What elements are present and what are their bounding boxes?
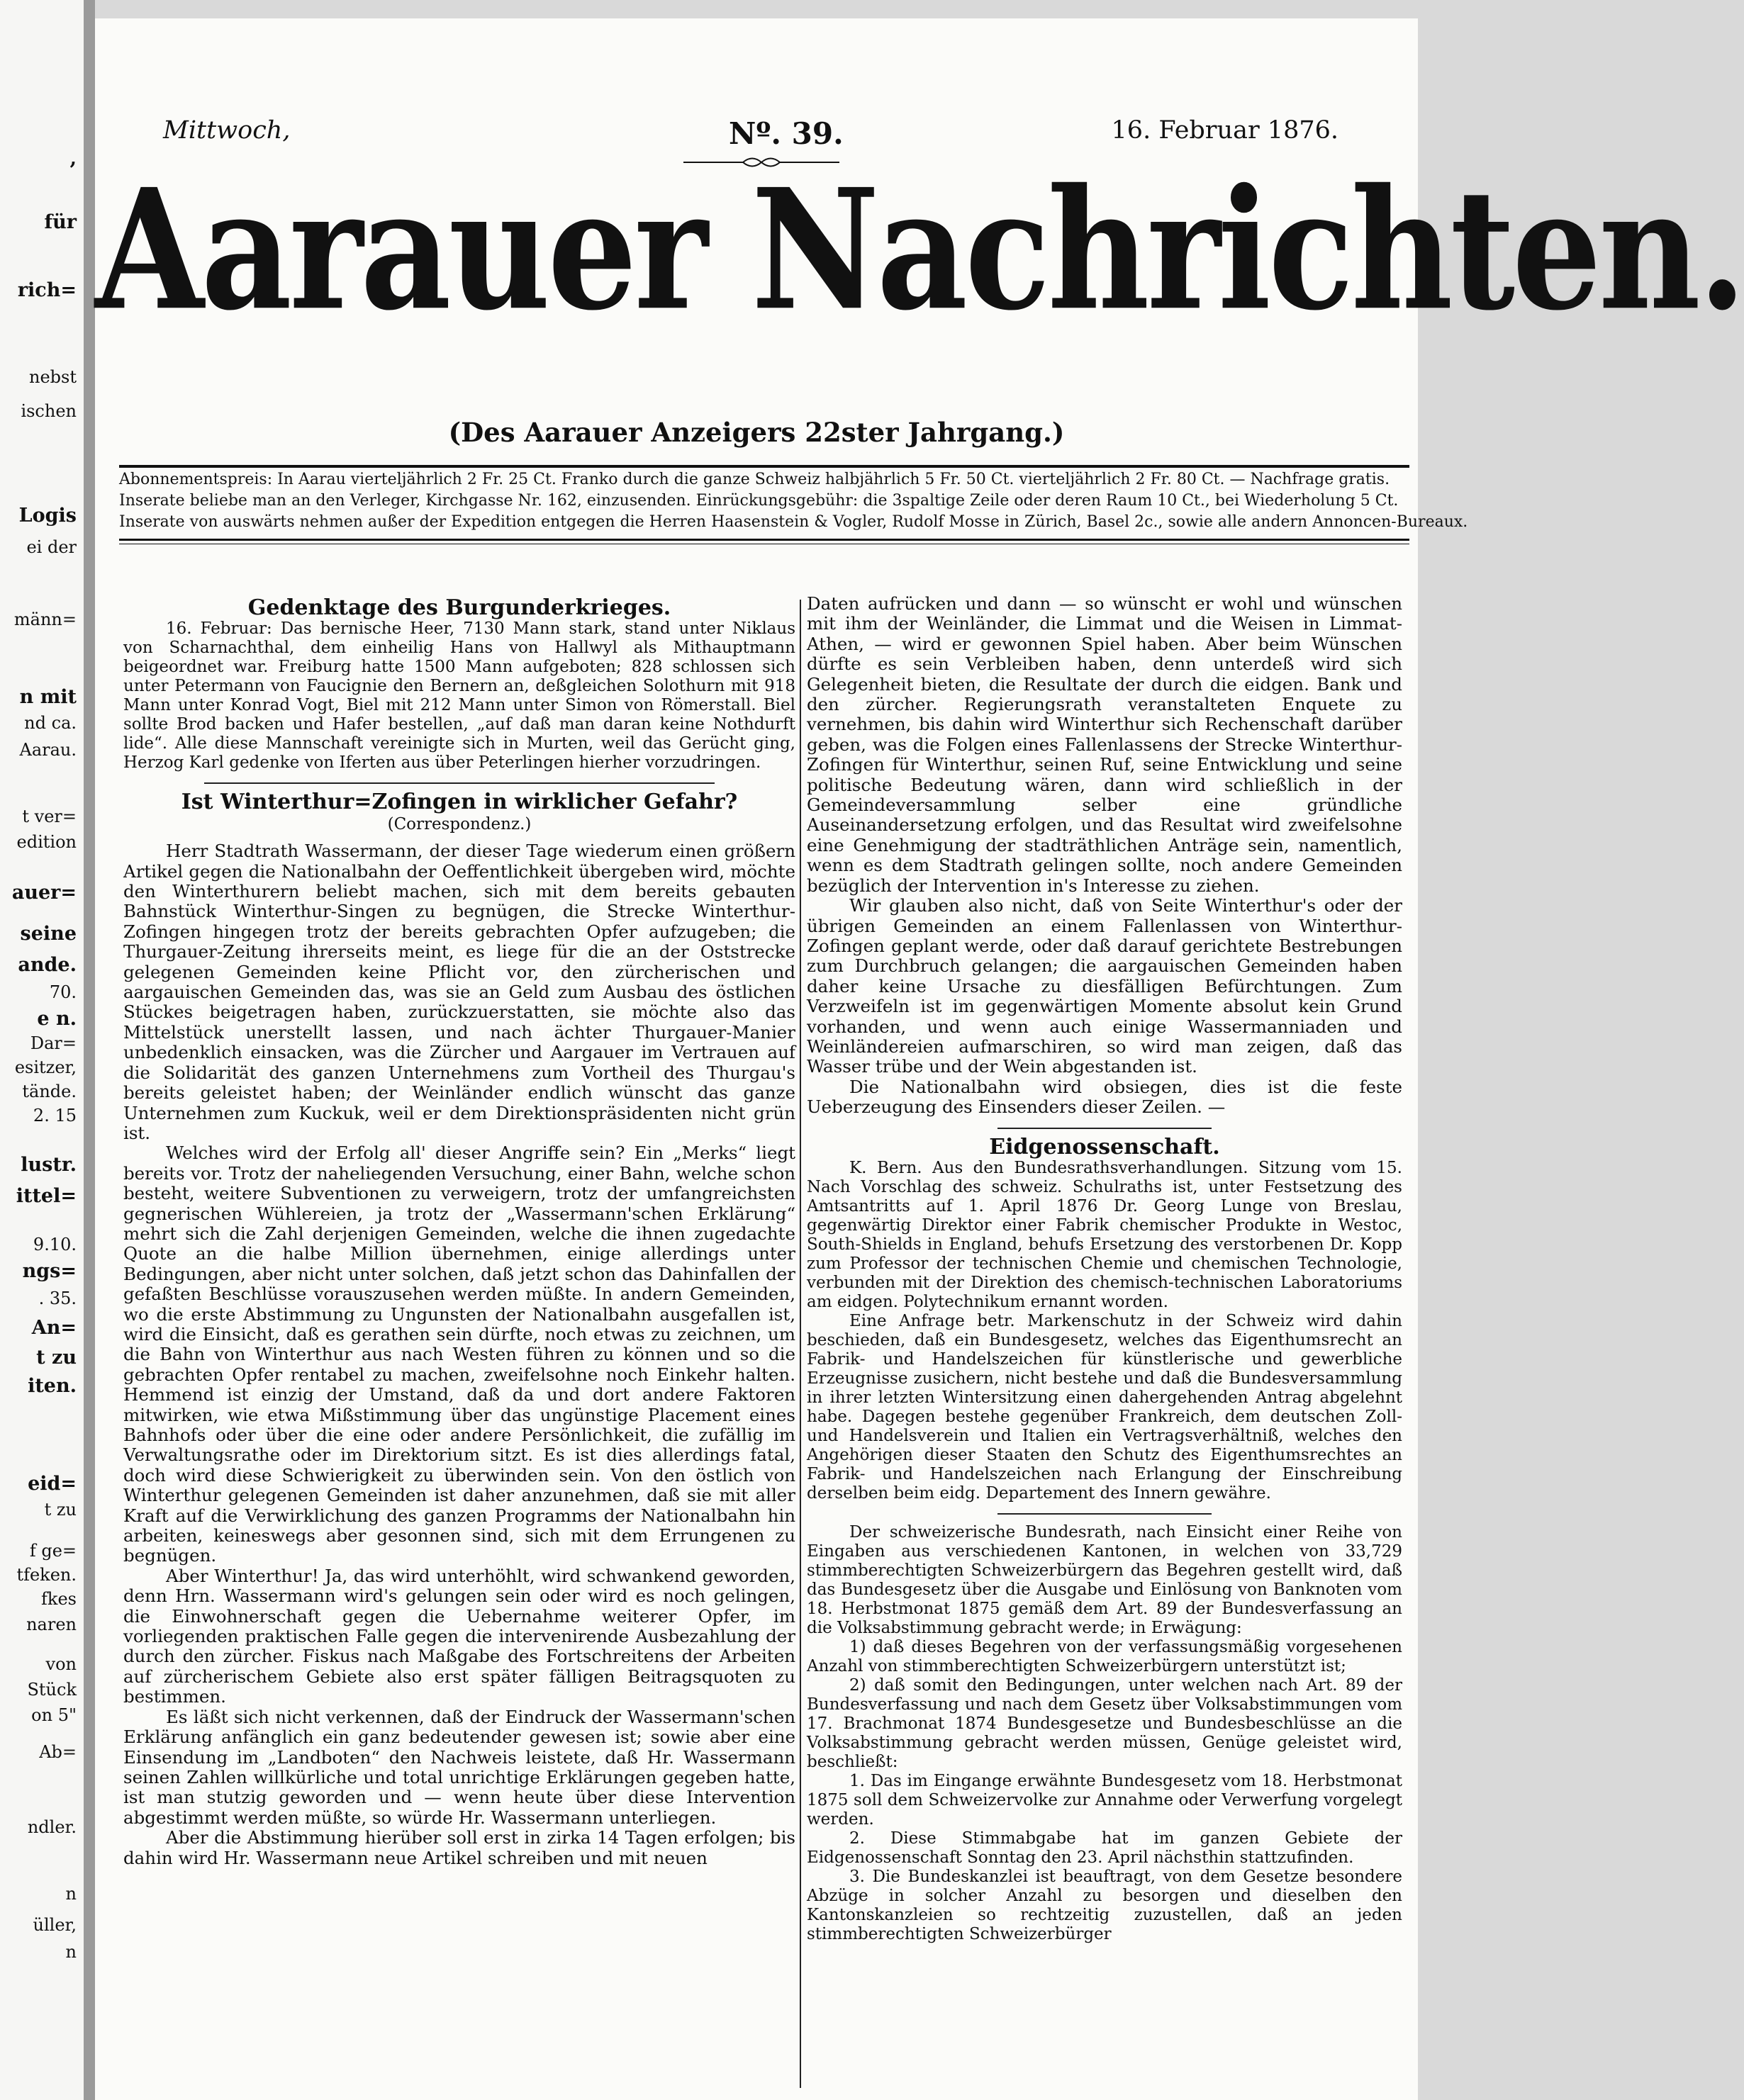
previous-page-fragment: . 35. — [38, 1288, 77, 1308]
column-divider — [800, 600, 801, 2088]
paragraph: 1. Das im Eingange erwähnte Bundesgesetz vom 18. Herbstmonat 1875 soll dem Schweizervolke zur Annahme oder Verwerfung vorgelegt werden. — [807, 1771, 1402, 1829]
previous-page-fragment: , — [69, 147, 77, 169]
previous-page-fragment: für — [44, 211, 77, 233]
article-separator — [997, 1128, 1212, 1129]
previous-page-fragment: Ab= — [39, 1742, 77, 1762]
previous-page-fragment: t zu — [36, 1347, 77, 1369]
previous-page-fragment: t zu — [44, 1500, 77, 1520]
previous-page-fragment: e n. — [37, 1008, 77, 1030]
paragraph: Der schweizerische Bundesrath, nach Einsicht einer Reihe von Eingaben aus verschiedenen Kantonen, in welchen von 33,729 stimmberechtigten Schweizerbürgern das Begehren gestellt wird, daß das Bundesgesetz über die Ausgabe und Einlösung von Banknoten vom 18. Herbstmonat 1875 gemäß dem Art. 89 der Bundesverfassung an die Volksabstimmung gebracht werde; in Erwägung: — [807, 1522, 1402, 1637]
previous-page-fragment: lustr. — [21, 1154, 77, 1176]
previous-page-fragment: ngs= — [22, 1260, 77, 1282]
previous-page-fragment: iten. — [28, 1375, 77, 1397]
paragraph: Wir glauben also nicht, daß von Seite Winterthur's oder der übrigen Gemeinden an einem Fallenlassen von Winterthur-Zofingen geplant werde, oder daß darauf gerichtete Bestrebungen zum Durchbruch gelangen; die aargauischen Gemeinden haben daher keine Ursache zu diesfälligen Befürchtungen. Zum Verzweifeln ist im gegenwärtigen Momente absolut kein Grund vorhanden, und wenn auch einige Wassermanniaden und Weinländereien aufmarschiren, so wird man zeigen, daß das Wasser trübe und der Wein abgestanden ist. — [807, 895, 1402, 1077]
previous-page-fragment: nd ca. — [24, 713, 77, 733]
paragraph: 2. Diese Stimmabgabe hat im ganzen Gebiete der Eidgenossenschaft Sonntag den 23. April nächsthin stattzufinden. — [807, 1829, 1402, 1867]
paragraph: 2) daß somit den Bedingungen, unter welchen nach Art. 89 der Bundesverfassung und nach dem Gesetz über Volksabstimmungen vom 17. Brachmonat 1874 Bundesgesetze und Bundesbeschlüsse an die Volksabstimmung gebracht werden müssen, Genüge geleistet wird, beschließt: — [807, 1675, 1402, 1771]
previous-page-fragment: esitzer, — [14, 1057, 77, 1077]
heading-eidgenossenschaft: Eidgenossenschaft. — [989, 1134, 1220, 1160]
previous-page-fragment: von — [45, 1654, 77, 1674]
previous-page-fragment: 9.10. — [33, 1235, 77, 1254]
previous-page-fragment: auer= — [11, 882, 77, 904]
previous-page-fragment: An= — [31, 1317, 77, 1339]
paragraph: Aber Winterthur! Ja, das wird unterhöhlt, wird schwankend geworden, denn Hrn. Wassermann wird's gelungen sein oder wird es noch gelingen, die Einwohnerschaft gegen die Uebernahme weiterer Opfer, im vorliegenden praktischen Falle gegen die intervenirende Ausbezahlung der durch den zürcher. Fiskus nach Maßgabe des Fortschreitens der Arbeiten auf zürcherischem Gebiete also erst später fälligen Beitragsquoten zu bestimmen. — [123, 1565, 795, 1707]
previous-page-fragment: edition — [16, 832, 77, 852]
previous-page-fragment: ndler. — [27, 1817, 77, 1837]
previous-page-fragment: nebst — [29, 367, 77, 387]
article-separator — [204, 782, 715, 784]
previous-page-fragment: ande. — [18, 954, 77, 976]
previous-page-fragment: tfeken. — [16, 1565, 77, 1585]
newspaper-page — [95, 18, 1744, 2100]
advertising-info: Inserate beliebe man an den Verleger, Kirchgasse Nr. 162, einzusenden. Einrückungsgebühr: die 3spaltige Zeile oder deren Raum 10 Ct., bei Wiederholung 5 Ct. — [119, 492, 1399, 510]
paragraph: Aber die Abstimmung hierüber soll erst in zirka 14 Tagen erfolgen; bis dahin wird Hr. Wassermann neue Artikel schreiben und mit neuen — [123, 1827, 795, 1868]
paragraph: Eine Anfrage betr. Markenschutz in der Schweiz wird dahin beschieden, daß ein Bundesgesetz, welches das Eigenthumsrecht an Fabrik- und Handelszeichen für künstlerische und gewerbliche Erzeugnisse zusichern, nicht bestehe und daß die Bundesversammlung in ihrer letzten Wintersitzung einen dahergehenden Antrag abgelehnt habe. Dagegen bestehe gegenüber Frankreich, dem deutschen Zoll- und Handelsverein und Italien ein Vertragsverhältniß, welches den Angehörigen dieser Staaten den Schutz des Eigenthumsrechtes an Fabrik- und Handelszeichen nach Erlangung der Einschreibung derselben beim eidg. Departement des Innern gewähre. — [807, 1311, 1402, 1503]
paragraph: Welches wird der Erfolg all' dieser Angriffe sein? Ein „Merks“ liegt bereits vor. Trotz der naheliegenden Versuchung, einer Bahn, welche schon besteht, weitere Subventionen zu verweigern, trotz der umfangreichsten gegnerischen Wühlereien, ja trotz der „Wassermann'schen Erklärung“ mehrt sich die Zahl derjenigen Gemeinden, welche die ihnen zugedachte Quote an die halbe Million übernehmen, einige allerdings unter Bedingungen, aber nicht unter solchen, daß jetzt schon das Dahinfallen der gefaßten Beschlüsse vorauszusehen werden müßte. In andern Gemeinden, wo die erste Abstimmung zu Ungunsten der Nationalbahn ausgefallen ist, wird die Einsicht, daß es gerathen sein dürfte, noch etwas zu zeichnen, um die Bahn von Winterthur aus nach Westen führen zu können und so die gebrachten Opfer rentabel zu machen, zweifelsohne noch Einkehr halten. Hemmend ist einzig der Umstand, daß da und dort andere Faktoren mitwirken, wie etwa Mißstimmung über das ungünstige Placement eines Bahnhofs oder über die eine oder andere Persönlichkeit, die zufällig im Verwaltungsrathe oder im Direktorium sitzt. Es ist dies allerdings fatal, doch wird diese Schwierigkeit zu überwinden sein. Von den östlich von Winterthur gelegenen Gemeinden ist daher anzunehmen, daß sie mit aller Kraft auf die Verwirklichung des ganzen Programms der Nationalbahn hin arbeiten, keineswegs aber gesonnen sind, sich mit dem Errungenen zu begnügen. — [123, 1142, 795, 1566]
heading-burgunderkrieg: Gedenktage des Burgunderkrieges. — [247, 595, 671, 620]
correspondence-label: (Correspondenz.) — [387, 814, 532, 833]
previous-page-fragment: seine — [20, 923, 77, 945]
heading-winterthur-zofingen: Ist Winterthur=Zofingen in wirklicher Gefahr? — [181, 790, 738, 815]
paragraph: 3. Die Bundeskanzlei ist beauftragt, von dem Gesetze besondere Abzüge in solcher Anzahl zu besorgen und dieselben den Kantonskanzleien so rechtzeitig zuzustellen, daß an jeden stimmberechtigten Schweizerbürger — [807, 1867, 1402, 1943]
masthead-title: Aarauer Nachrichten. — [95, 152, 1744, 347]
masthead-subtitle: (Des Aarauer Anzeigers 22ster Jahrgang.) — [448, 417, 1065, 448]
top-rule — [119, 465, 1409, 468]
issue-number: Nº. 39. — [729, 116, 844, 151]
paragraph: Daten aufrücken und dann — so wünscht er wohl und wünschen mit ihm der Weinländer, die Limmat und die Weisen in Limmat-Athen, — wird er gewonnen Spiel haben. Aber beim Wünschen dürfte es sein Verbleiben haben, denn unterdeß wird sich Gelegenheit bieten, die Resultate der durch die eidgen. Bank und den zürcher. Regierungsrath veranstalteten Enquete zu vernehmen, bis dahin wird Winterthur sich Rechenschaft darüber geben, was die Folgen eines Fallenlassens der Strecke Winterthur-Zofingen für Winterthur, seinen Ruf, seine Entwicklung und seine politische Bedeutung wären, dann wird schließlich in der Gemeindeversammlung selber eine gründliche Auseinandersetzung erfolgen, und das Resultat wird zweifelsohne eine Genehmigung der stadträthlichen Anträge sein, namentlich, wenn es dem Stadtrath gelingen sollte, noch andere Gemeinden bezüglich der Intervention in's Interesse zu ziehen. — [807, 593, 1402, 896]
previous-page-strip — [0, 0, 84, 2100]
previous-page-fragment: ei der — [26, 537, 77, 557]
previous-page-fragment: Aarau. — [19, 740, 77, 760]
previous-page-fragment: Stück — [27, 1680, 77, 1700]
previous-page-fragment: n mit — [19, 686, 77, 708]
previous-page-fragment: ittel= — [16, 1185, 77, 1207]
article-separator — [997, 1513, 1212, 1515]
paragraph: 1) daß dieses Begehren von der verfassungsmäßig vorgesehenen Anzahl von stimmberechtigten Schweizerbürgern unterstützt ist; — [807, 1637, 1402, 1675]
issue-date: 16. Februar 1876. — [1111, 116, 1338, 145]
subscription-info: Abonnementspreis: In Aarau vierteljährlich 2 Fr. 25 Ct. Franko durch die ganze Schweiz halbjährlich 5 Fr. 50 Ct. vierteljährlich 2 Fr. 80 Ct. — Nachfrage gratis. — [119, 471, 1390, 488]
previous-page-fragment: naren — [26, 1615, 77, 1634]
previous-page-fragment: ischen — [21, 401, 77, 421]
external-ads-info: Inserate von auswärts nehmen außer der Expedition entgegen die Herren Haasenstein & Vogler, Rudolf Mosse in Zürich, Basel 2c., sowie alle andern Annoncen-Bureaux. — [119, 513, 1468, 531]
column-right — [807, 594, 1402, 1944]
bottom-rule — [119, 539, 1409, 541]
paragraph: K. Bern. Aus den Bundesrathsverhandlungen. Sitzung vom 15. Nach Vorschlag des schweiz. Schulraths ist, unter Festsetzung des Amtsantritts auf 1. April 1876 Dr. Georg Lunge von Breslau, gegenwärtig Direktor einer Fabrik chemischer Produkte in Westoc, South-Shields in England, behufs Ersetzung des verstorbenen Dr. Kopp zum Professor der technischen Chemie und chemischen Technologie, verbunden mit der Direktion des chemisch-technischen Laboratoriums am eidgen. Polytechnikum ernannt worden. — [807, 1158, 1402, 1311]
previous-page-fragment: eid= — [28, 1473, 77, 1495]
paragraph: Es läßt sich nicht verkennen, daß der Eindruck der Wassermann'schen Erklärung anfänglich ein ganz bedeutender gewesen ist; sowie aber eine Einsendung im „Landboten“ den Nachweis leistete, daß Hr. Wassermann seinen Zahlen willkürliche und total unrichtige Erklärungen gegeben hatte, ist man stutzig geworden und — wenn heute über diese Intervention abgestimmt werden müßte, so würde Hr. Wassermann unterliegen. — [123, 1706, 795, 1828]
paragraph: Die Nationalbahn wird obsiegen, dies ist die feste Ueberzeugung des Einsenders dieser Zeilen. — — [807, 1076, 1402, 1118]
previous-page-fragment: Logis — [18, 505, 77, 527]
previous-page-fragment: 70. — [49, 982, 77, 1002]
previous-page-fragment: t ver= — [22, 807, 77, 826]
page-gutter — [84, 0, 95, 2100]
paragraph: Herr Stadtrath Wassermann, der dieser Tage wiederum einen größern Artikel gegen die Nationalbahn der Oeffentlichkeit übergeben wird, möchte den Winterthurern beliebt machen, sich mit dem bereits gebauten Bahnstück Winterthur-Singen zu begnügen, die Strecke Winterthur-Zofingen hingegen trotz der bereits gebrachten Opfer aufzugeben; die Thurgauer-Zeitung ihrerseits meint, es liege für die an der Oststrecke gelegenen Gemeinden keine Pflicht vor, den zürcherischen und aargauischen Gemeinden das, was sie an Geld zum Ausbau des östlichen Stückes beigetragen haben, zurückzuerstatten, sie möchte also das Mittelstück unerstellt lassen, und nach ächter Thurgauer-Manier unbedenklich einsacken, was die Zürcher und Aargauer im Vertrauen auf die Solidarität des ganzen Unternehmens zum Vortheil des Thurgau's bereits geleistet haben; der Weinländer endlich wünscht das ganze Unternehmen zum Kuckuk, weil er dem Direktionspräsidenten nicht grün ist. — [123, 841, 795, 1143]
previous-page-fragment: tände. — [22, 1082, 77, 1101]
previous-page-fragment: n — [65, 1942, 77, 1962]
previous-page-fragment: fkes — [41, 1589, 77, 1609]
previous-page-fragment: Dar= — [30, 1033, 77, 1053]
previous-page-fragment: n — [65, 1884, 77, 1904]
article-burgunderkrieg: 16. Februar: Das bernische Heer, 7130 Mann stark, stand unter Niklaus von Scharnachthal, dem einheilig Hans von Hallwyl als Mithauptmann beigeordnet war. Freiburg hatte 1500 Mann aufgeboten; 828 schlossen sich unter Petermann von Faucignie den Bernern an, deßgleichen Solothurn mit 918 Mann unter Konrad Vogt, Biel mit 212 Mann unter Simon von Römerstall. Biel sollte Brod backen und Hafer bestellen, „auf daß man daran keine Nothdurft lide“. Alle diese Mannschaft vereinigte sich in Murten, weil das Gerücht ging, Herzog Karl gedenke von Iferten aus über Peterlingen hierher vorzudringen. — [123, 619, 795, 773]
previous-page-fragment: f ge= — [29, 1541, 77, 1561]
column-left — [123, 594, 795, 1868]
previous-page-fragment: 2. 15 — [33, 1106, 77, 1125]
previous-page-fragment: on 5" — [31, 1705, 77, 1725]
issue-weekday: Mittwoch, — [163, 116, 291, 145]
previous-page-fragment: üller, — [33, 1915, 77, 1935]
previous-page-fragment: männ= — [13, 610, 77, 629]
previous-page-fragment: rich= — [17, 279, 77, 301]
